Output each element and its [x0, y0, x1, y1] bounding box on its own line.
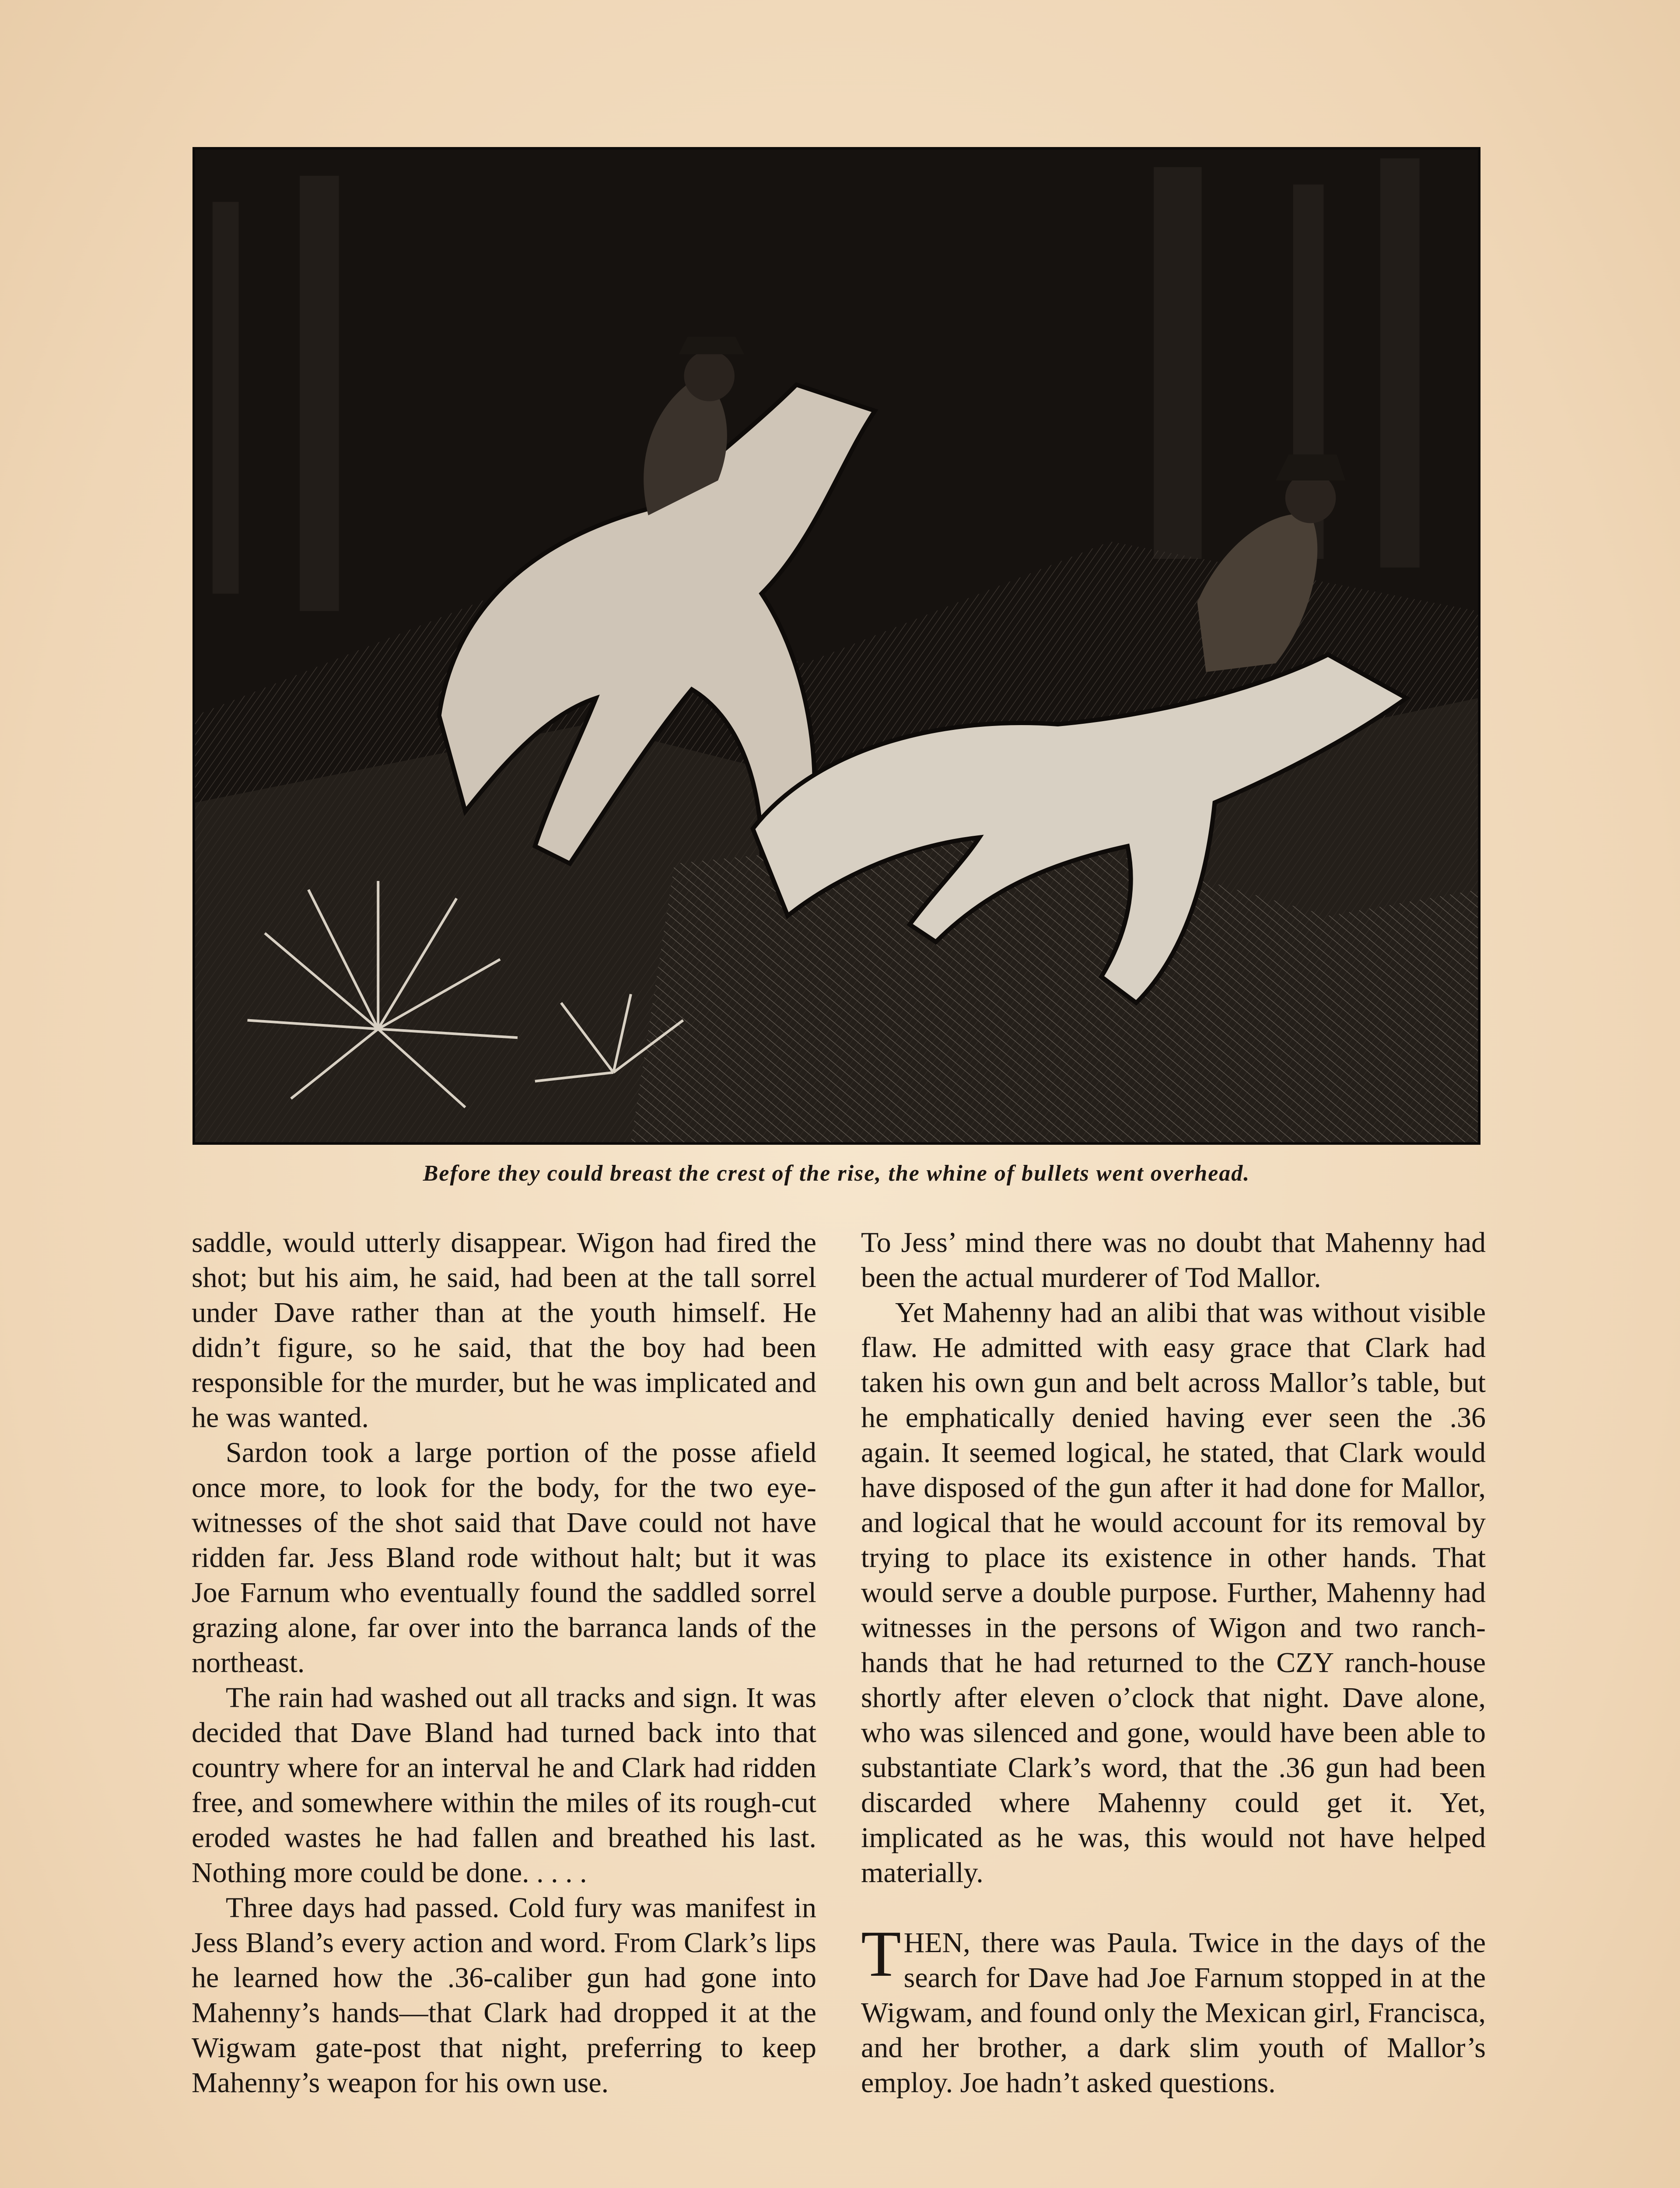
paragraph: The rain had washed out all tracks and sign. It was decided that Dave Bland had turned back into that country where for an interval he and Clark had ridden free, and somewhere within the miles of its rough-cut eroded wastes he had fallen and breathed his last. Nothing more could be done. . . . . — [192, 1682, 816, 1889]
drop-cap: T — [861, 1918, 901, 1990]
paragraph: Three days had passed. Cold fury was manifest in Jess Bland’s every action and word. From Clark’s lips he learned how the .36-caliber gun had gone into Mahenny’s hands—that Clark had dropped it at the Wigwam gate-post that night, preferring to keep Mahenny’s weapon for his own use. — [192, 1892, 816, 2099]
right-text-column — [861, 1225, 1486, 2100]
paragraph: To Jess’ mind there was no doubt that Mahenny had been the actual murderer of Tod Mallor. — [861, 1227, 1486, 1294]
illustration-caption: Before they could breast the crest of the rise, the whine of bullets went overhead. — [423, 1161, 1250, 1186]
paragraph: Sardon took a large portion of the posse afield once more, to look for the body, for the two eye-witnesses of the shot said that Dave could not have ridden far. Jess Bland rode without halt; but it was Joe Farnum who eventually found the saddled sorrel grazing alone, far over into the barranca lands of the northeast. — [192, 1437, 816, 1679]
story-illustration — [192, 147, 1480, 1145]
paragraph: Yet Mahenny had an alibi that was without visible flaw. He admitted with easy grace that Clark had taken his own gun and belt across Mallor’s table, but he emphatically denied having ever seen the .36 again. It seemed logical, he stated, that Clark would have disposed of the gun after it had done for Mallor, and logical that he would account for its removal by trying to place its existence in other hands. That would serve a double purpose. Further, Mahenny had witnesses in the persons of Wigon and two ranch-hands that he had returned to the CZY ranch-house shortly after eleven o’clock that night. Dave alone, who was silenced and gone, would have been able to substantiate Clark’s word, that the .36 gun had been discarded where Mahenny could get it. Yet, implicated as he was, this would not have helped materially. — [861, 1297, 1486, 1889]
section-opening-paragraph — [861, 1918, 1486, 2100]
left-text-column — [192, 1225, 816, 2100]
riders-at-night-illustration — [195, 150, 1478, 1142]
paragraph: saddle, would utterly disappear. Wigon had fired the shot; but his aim, he said, had been at the tall sorrel under Dave rather than at the youth himself. He didn’t figure, so he said, that the boy had been responsible for the murder, but he was implicated and he was wanted. — [192, 1227, 816, 1434]
section-text: HEN, there was Paula. Twice in the days of the search for Dave had Joe Farnum stopped in at the Wigwam, and found only the Mexican girl, Francisca, and her brother, a dark slim youth of Mallor’s employ. Joe hadn’t asked questions. — [861, 1927, 1486, 2099]
